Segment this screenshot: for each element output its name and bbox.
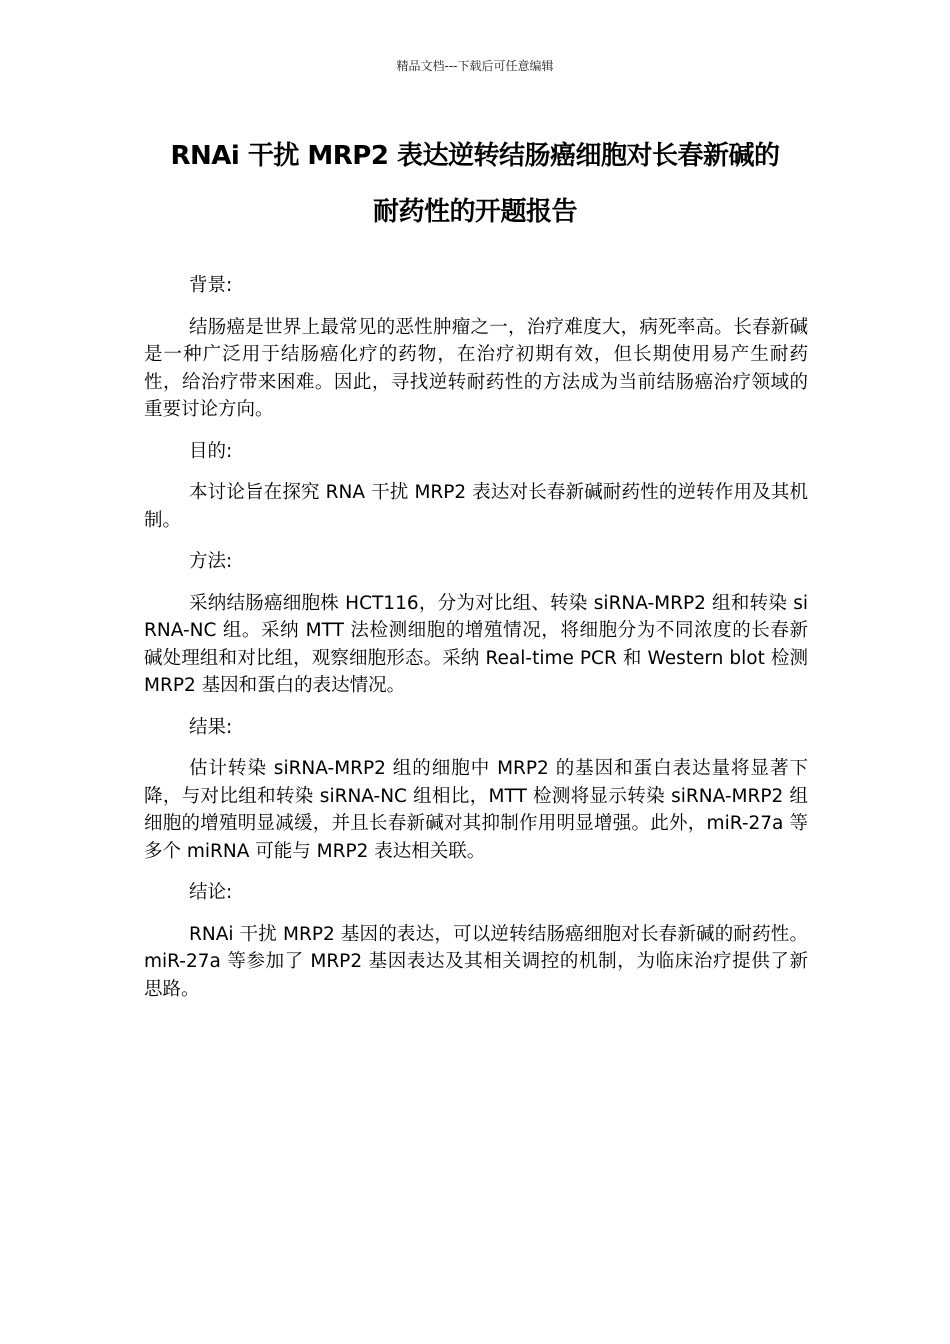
section-body-conclusion: RNAi 干扰 MRP2 基因的表达，可以逆转结肠癌细胞对长春新碱的耐药性。miR-27a 等参加了 MRP2 基因表达及其相关调控的机制，为临床治疗提供了新思路。 [144,923,809,1000]
section-heading-conclusion: 结论: [189,882,233,903]
document-body [144,272,808,1017]
section-objective [144,438,808,535]
section-heading-methods: 方法: [189,551,233,572]
section-body-results: 估计转染 siRNA-MRP2 组的细胞中 MRP2 的基因和蛋白表达量将显著下降，与对比组和转染 siRNA-NC 组相比，MTT 检测将显示转染 siRNA-MRP2 组细胞的增殖明显减缓，并且长春新碱对其抑制作用明显增强。此外，miR-27a 等多个 miRNA 可能与 MRP2 表达相关联。 [144,758,808,862]
document-title-line-2: 耐药性的开题报告 [372,197,577,227]
section-results [144,714,808,866]
section-body-background: 结肠癌是世界上最常见的恶性肿瘤之一，治疗难度大，病死率高。长春新碱是一种广泛用于结肠癌化疗的药物，在治疗初期有效，但长期使用易产生耐药性，给治疗带来困难。因此，寻找逆转耐药性的方法成为当前结肠癌治疗领域的重要讨论方向。 [144,316,808,420]
section-body-methods: 采纳结肠癌细胞株 HCT116，分为对比组、转染 siRNA-MRP2 组和转染 siRNA-NC 组。采纳 MTT 法检测细胞的增殖情况，将细胞分为不同浓度的长春新碱处理组和对比组，观察细胞形态。采纳 Real-time PCR 和 Western blot 检测 MRP2 基因和蛋白的表达情况。 [144,592,808,696]
document-title-line-1: RNAi 干扰 MRP2 表达逆转结肠癌细胞对长春新碱的 [170,141,780,171]
section-heading-objective: 目的: [189,440,233,462]
section-heading-results: 结果: [189,716,233,738]
section-background [144,272,808,424]
section-conclusion [144,879,808,1003]
section-methods [144,548,808,700]
page-header-note: 精品文档---下载后可任意编辑 [396,59,554,73]
section-heading-background: 背景: [189,275,233,296]
section-body-objective: 本讨论旨在探究 RNA 干扰 MRP2 表达对长春新碱耐药性的逆转作用及其机制。 [144,482,808,531]
